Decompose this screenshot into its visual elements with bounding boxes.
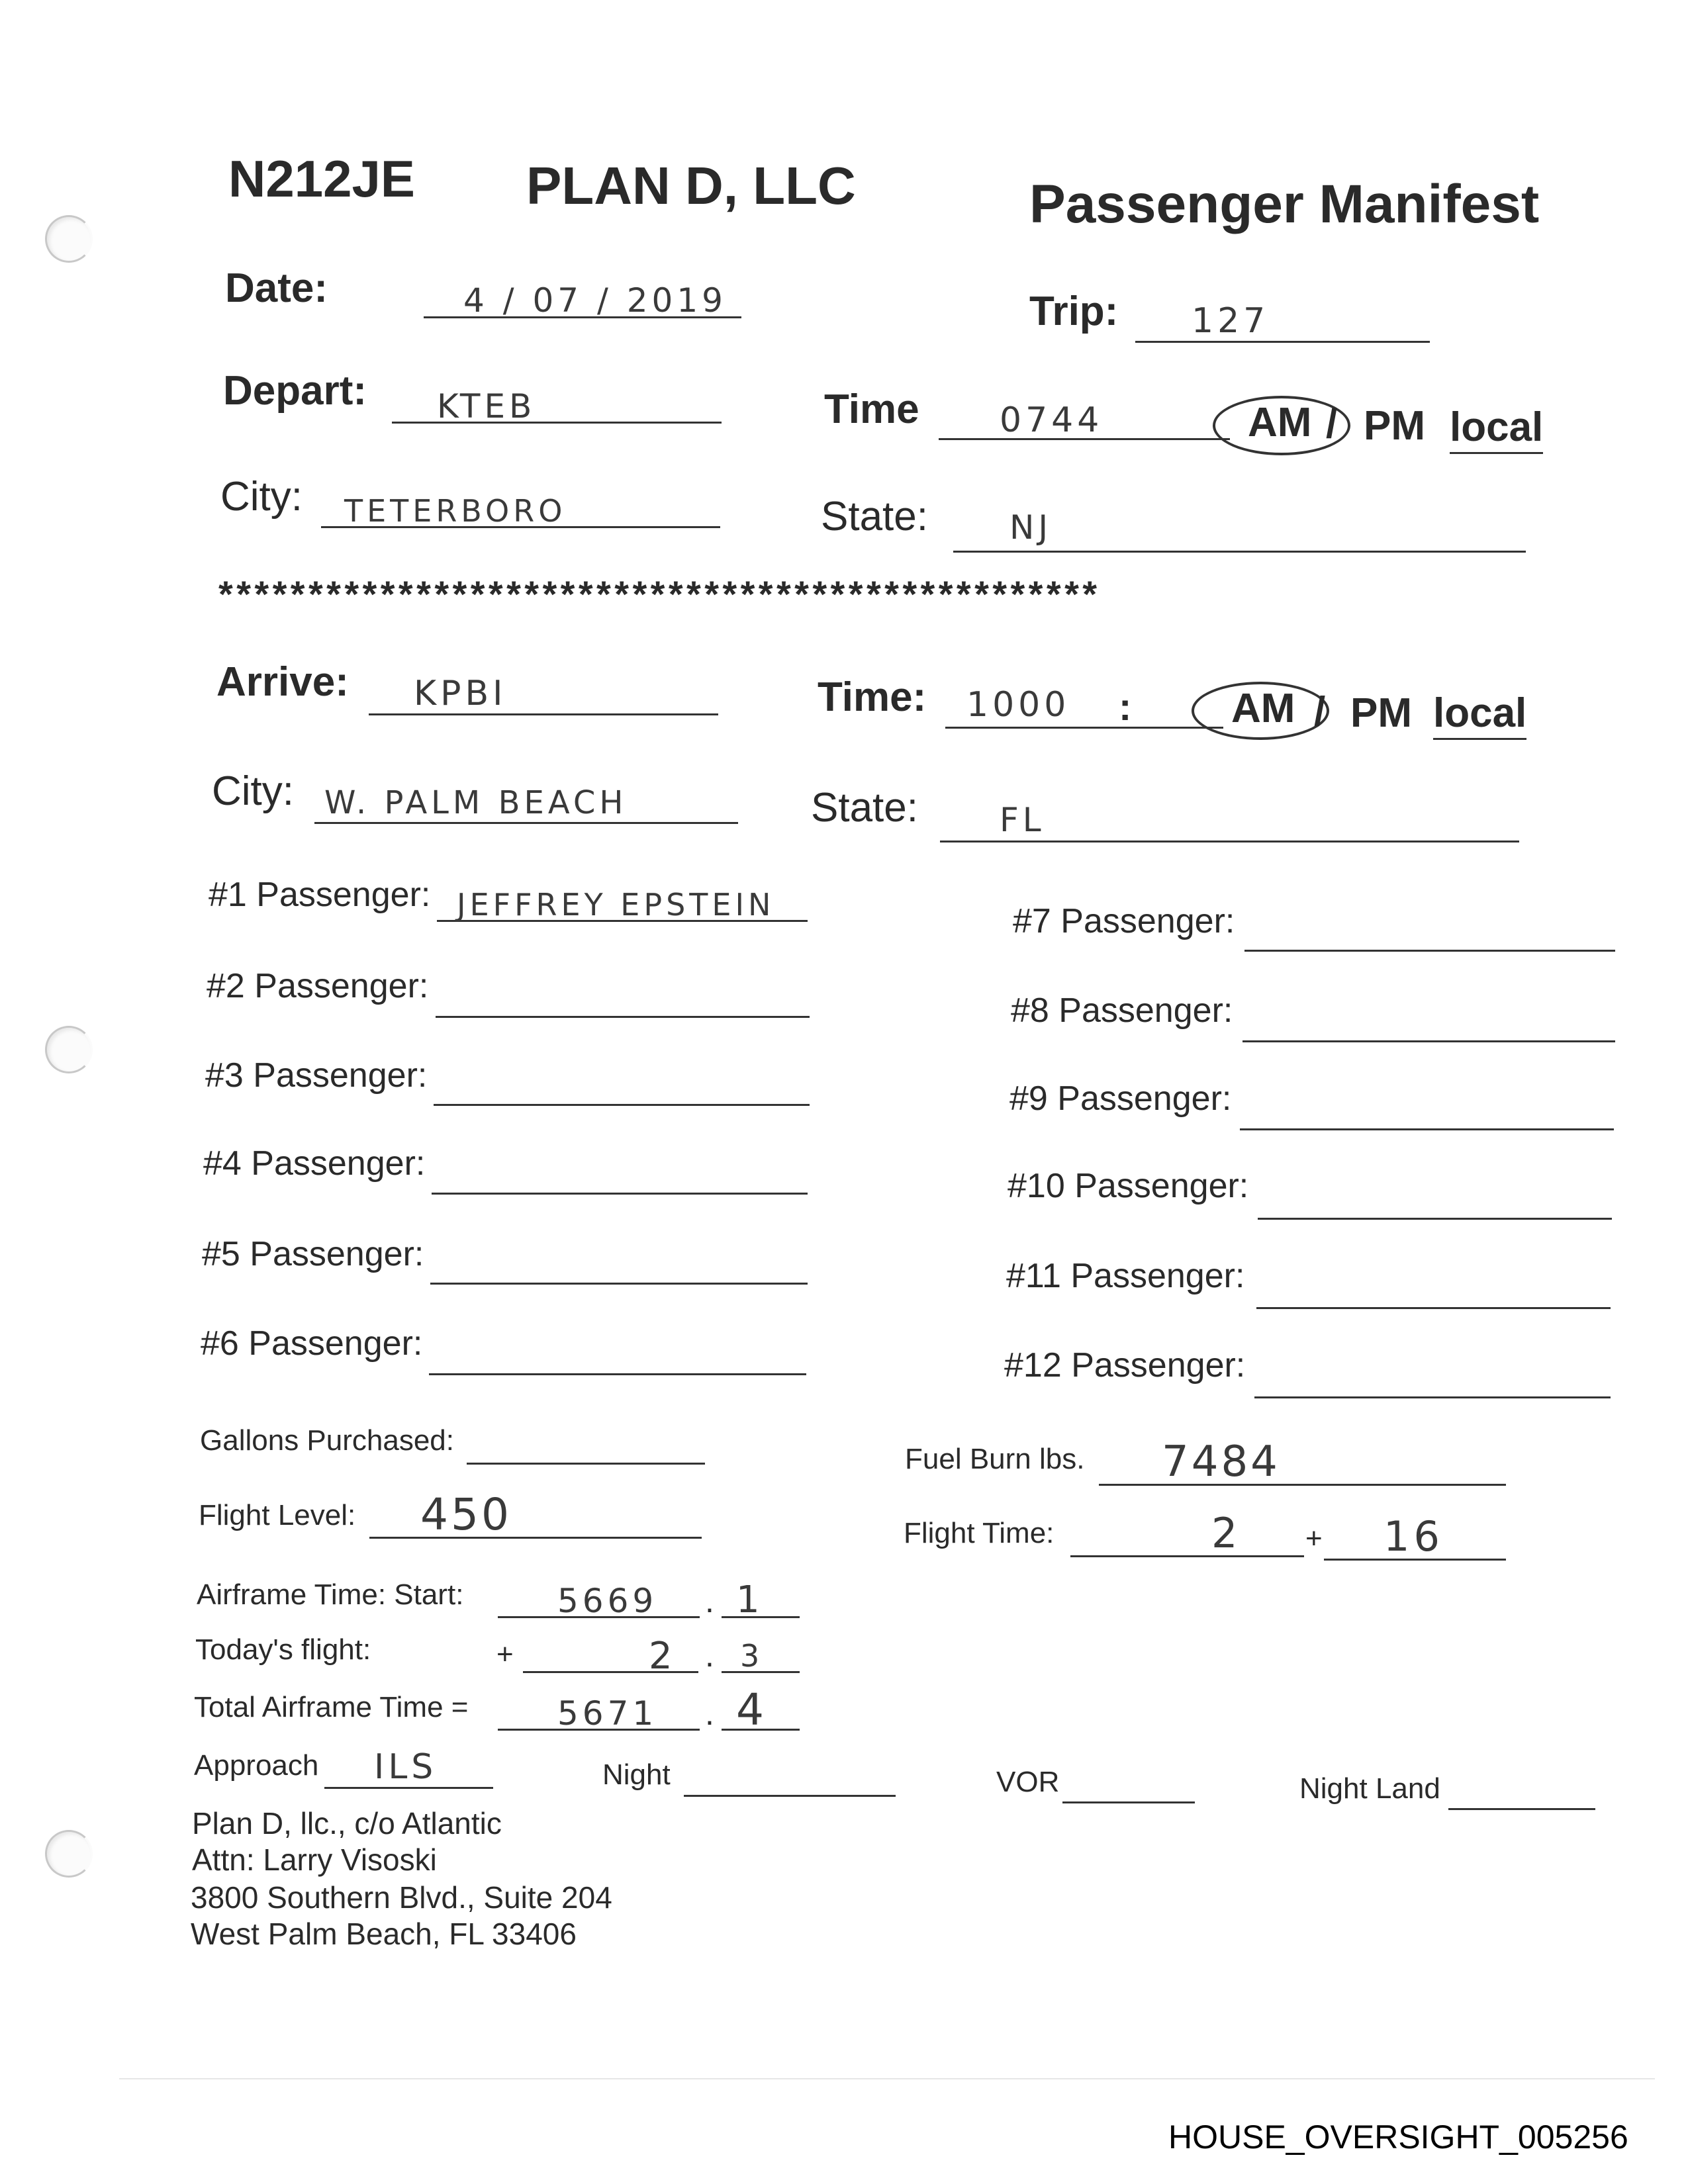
depart-state-field-line — [953, 551, 1526, 553]
passenger-7-label: #7 Passenger: — [1013, 902, 1235, 940]
flight-level-value: 450 — [420, 1489, 512, 1540]
depart-time-label: Time — [824, 387, 919, 432]
depart-slash: / — [1326, 401, 1338, 447]
trip-label: Trip: — [1029, 289, 1119, 334]
fuel-burn-value: 7484 — [1162, 1437, 1280, 1486]
arrive-city-field-line — [314, 822, 738, 824]
airframe-start-decimal: 1 — [736, 1578, 764, 1621]
passenger-6-field-line — [429, 1373, 806, 1375]
asterisk-separator: ************************************************* — [218, 573, 1101, 615]
arrive-label: Arrive: — [216, 659, 349, 705]
arrive-time-value: 1000 — [966, 685, 1070, 725]
airframe-start-label: Airframe Time: Start: — [197, 1578, 464, 1611]
depart-value: KTEB — [437, 387, 536, 426]
gallons-purchased-label: Gallons Purchased: — [200, 1424, 454, 1457]
address-line-1: Plan D, llc., c/o Atlantic — [192, 1806, 502, 1841]
night-label: Night — [602, 1758, 671, 1791]
arrive-city-value: W. PALM BEACH — [324, 784, 628, 821]
total-airframe-decimal: 4 — [736, 1684, 768, 1735]
depart-pm-label: PM — [1364, 403, 1425, 449]
passenger-9-field-line — [1240, 1128, 1614, 1130]
todays-flight-whole: 2 — [649, 1635, 677, 1678]
passenger-2-field-line — [436, 1016, 810, 1018]
depart-state-label: State: — [821, 494, 928, 539]
passenger-12-label: #12 Passenger: — [1004, 1346, 1246, 1385]
night-land-field-line — [1448, 1808, 1595, 1810]
vor-field-line — [1062, 1801, 1195, 1803]
approach-label: Approach — [194, 1749, 319, 1782]
passenger-1-label: #1 Passenger: — [209, 876, 431, 914]
todays-flight-decimal: 3 — [740, 1638, 764, 1674]
depart-city-value: TETERBORO — [344, 493, 567, 529]
address-line-2: Attn: Larry Visoski — [192, 1843, 437, 1877]
todays-flight-label: Today's flight: — [195, 1633, 371, 1666]
approach-field-line — [324, 1787, 493, 1789]
passenger-3-field-line — [434, 1104, 810, 1106]
approach-value: ILS — [374, 1747, 438, 1787]
passenger-6-label: #6 Passenger: — [201, 1324, 423, 1363]
depart-local-label: local — [1450, 404, 1543, 454]
passenger-5-label: #5 Passenger: — [202, 1235, 424, 1273]
arrive-field-line — [369, 713, 718, 715]
depart-label: Depart: — [223, 368, 367, 414]
flight-level-field-line — [369, 1537, 702, 1539]
arrive-time-label: Time: — [818, 674, 927, 720]
trip-field-line — [1135, 341, 1430, 343]
total-airframe-whole: 5671 — [557, 1694, 658, 1733]
arrive-value: KPBI — [414, 674, 507, 713]
arrive-state-field-line — [940, 841, 1519, 842]
depart-city-label: City: — [220, 474, 303, 520]
total-airframe-dot: . — [705, 1695, 714, 1732]
binder-hole-middle — [45, 1026, 93, 1073]
flight-time-minutes-value: 16 — [1383, 1512, 1444, 1561]
passenger-7-field-line — [1244, 950, 1615, 952]
passenger-2-label: #2 Passenger: — [207, 967, 429, 1005]
passenger-4-field-line — [432, 1193, 808, 1195]
airframe-start-whole: 5669 — [557, 1582, 658, 1620]
arrive-state-label: State: — [811, 785, 918, 831]
flight-time-hours-value: 2 — [1211, 1509, 1242, 1557]
depart-am-label: AM — [1248, 400, 1312, 445]
arrive-am-label: AM — [1231, 686, 1295, 731]
arrive-pm-label: PM — [1350, 690, 1412, 736]
company-name: PLAN D, LLC — [526, 156, 856, 215]
total-airframe-label: Total Airframe Time = — [194, 1691, 469, 1723]
vor-label: VOR — [996, 1766, 1060, 1798]
flight-time-label: Flight Time: — [904, 1517, 1055, 1549]
passenger-11-field-line — [1256, 1307, 1611, 1309]
tail-number: N212JE — [228, 150, 415, 208]
flight-level-label: Flight Level: — [199, 1499, 356, 1531]
airframe-start-dot: . — [705, 1582, 714, 1619]
address-line-3: 3800 Southern Blvd., Suite 204 — [191, 1880, 612, 1915]
passenger-12-field-line — [1254, 1396, 1611, 1398]
passenger-3-label: #3 Passenger: — [205, 1056, 428, 1095]
passenger-1-value: JEFFREY EPSTEIN — [457, 887, 775, 923]
night-land-label: Night Land — [1299, 1772, 1440, 1805]
page-title: Passenger Manifest — [1029, 174, 1540, 234]
flight-time-plus: + — [1305, 1522, 1323, 1555]
arrive-city-label: City: — [212, 768, 294, 814]
arrive-slash: / — [1314, 689, 1326, 735]
depart-time-value: 0744 — [1000, 400, 1103, 440]
todays-flight-dot: . — [705, 1637, 714, 1674]
date-value: 4 / 07 / 2019 — [463, 281, 727, 320]
gallons-purchased-field-line — [467, 1463, 705, 1465]
bates-number: HOUSE_OVERSIGHT_005256 — [1168, 2118, 1628, 2156]
passenger-4-label: #4 Passenger: — [203, 1144, 426, 1183]
passenger-5-field-line — [430, 1283, 808, 1285]
arrive-time-field-line — [945, 727, 1223, 729]
arrive-local-label: local — [1433, 690, 1526, 740]
night-field-line — [684, 1795, 896, 1797]
arrive-state-value: FL — [1000, 801, 1045, 839]
date-label: Date: — [225, 265, 328, 311]
passenger-9-label: #9 Passenger: — [1009, 1079, 1232, 1118]
fuel-burn-field-line — [1099, 1484, 1506, 1486]
passenger-10-field-line — [1258, 1218, 1612, 1220]
passenger-10-label: #10 Passenger: — [1008, 1167, 1249, 1205]
arrive-time-colon: : — [1119, 686, 1132, 729]
passenger-8-field-line — [1243, 1040, 1615, 1042]
address-line-4: West Palm Beach, FL 33406 — [191, 1917, 577, 1951]
binder-hole-bottom — [45, 1830, 93, 1878]
fuel-burn-label: Fuel Burn lbs. — [905, 1443, 1085, 1475]
scan-edge-line — [119, 2078, 1655, 2079]
depart-state-value: NJ — [1009, 508, 1053, 547]
passenger-11-label: #11 Passenger: — [1006, 1257, 1245, 1295]
flight-time-hours-field-line — [1070, 1555, 1304, 1557]
binder-hole-top — [45, 215, 93, 263]
trip-value: 127 — [1192, 301, 1270, 341]
passenger-8-label: #8 Passenger: — [1011, 991, 1233, 1030]
todays-flight-plus: + — [496, 1638, 514, 1670]
